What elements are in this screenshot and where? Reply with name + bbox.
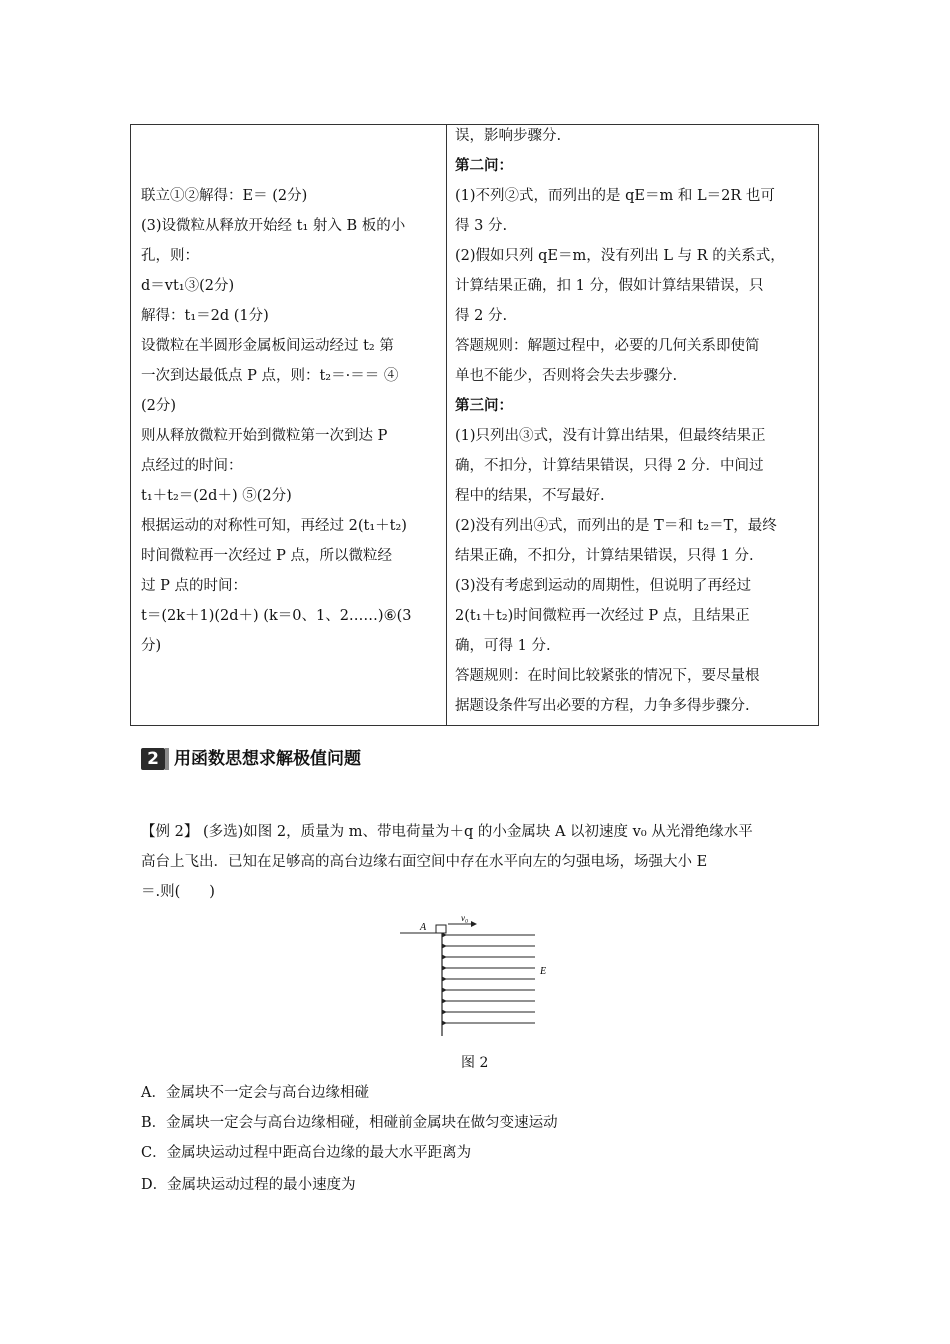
figure-electric-field bbox=[398, 912, 558, 1037]
text-line: 单也不能少，否则将会失去步骤分. bbox=[455, 368, 678, 384]
text-line: 过 P 点的时间： bbox=[141, 578, 247, 594]
text-line: 确，不扣分，计算结果错误，只得 2 分．中间过 bbox=[455, 458, 764, 474]
text-line: (2)没有列出④式，而列出的是 T＝和 t₂＝T，最终 bbox=[455, 518, 777, 534]
example-text-line: ＝.则( ) bbox=[141, 884, 215, 900]
text-line: 设微粒在半圆形金属板间运动经过 t₂ 第 bbox=[141, 338, 394, 354]
text-line: t＝(2k＋1)(2d＋) (k＝0、1、2……)⑥(3 bbox=[141, 608, 412, 624]
text-line: 则从释放微粒开始到微粒第一次到达 P bbox=[141, 428, 388, 444]
example-text-line: 高台上飞出．已知在足够高的高台边缘右面空间中存在水平向左的匀强电场，场强大小 E bbox=[141, 854, 708, 870]
text-line: 解得：t₁＝2d (1分) bbox=[141, 308, 269, 324]
text-line: (1)只列出③式，没有计算出结果，但最终结果正 bbox=[455, 428, 766, 444]
question-heading: 第三问： bbox=[455, 397, 513, 414]
text-line: (2分) bbox=[141, 398, 177, 414]
text-line: d＝vt₁③(2分) bbox=[141, 278, 235, 294]
option-d: D．金属块运动过程的最小速度为 bbox=[141, 1177, 356, 1193]
text-line: 据题设条件写出必要的方程，力争多得步骤分. bbox=[455, 698, 750, 714]
text-line: (3)没有考虑到运动的周期性，但说明了再经过 bbox=[455, 578, 752, 594]
question-heading: 第二问： bbox=[455, 157, 513, 174]
example-text-line: 【例 2】 (多选)如图 2，质量为 m、带电荷量为＋q 的小金属块 A 以初速度 v₀ 从光滑绝缘水平 bbox=[141, 824, 753, 840]
text-line: 时间微粒再一次经过 P 点，所以微粒经 bbox=[141, 548, 392, 564]
label-v0: v₀ bbox=[461, 913, 469, 923]
text-line: 孔，则： bbox=[141, 248, 199, 264]
text-line: t₁＋t₂＝(2d＋) ⑤(2分) bbox=[141, 488, 292, 504]
field-diagram bbox=[398, 912, 558, 1037]
text-line: 点经过的时间： bbox=[141, 458, 243, 474]
column-divider bbox=[446, 125, 447, 725]
text-line: 答题规则：在时间比较紧张的情况下，要尽量根 bbox=[455, 668, 760, 684]
field-lines bbox=[446, 935, 535, 1023]
text-line: 分) bbox=[141, 638, 162, 654]
section-number-badge: 2 bbox=[141, 748, 165, 770]
option-b: B．金属块一定会与高台边缘相碰，相碰前金属块在做匀变速运动 bbox=[141, 1115, 558, 1131]
text-line: 联立①②解得：E＝ (2分) bbox=[141, 188, 308, 204]
option-a: A．金属块不一定会与高台边缘相碰 bbox=[141, 1085, 369, 1101]
solution-table bbox=[130, 124, 819, 726]
text-line: 答题规则：解题过程中，必要的几何关系即使简 bbox=[455, 338, 760, 354]
text-line: (2)假如只列 qE＝m，没有列出 L 与 R 的关系式， bbox=[455, 248, 785, 264]
text-line: (1)不列②式，而列出的是 qE＝m 和 L＝2R 也可 bbox=[455, 188, 775, 204]
text-line: 计算结果正确，扣 1 分，假如计算结果错误，只 bbox=[455, 278, 764, 294]
text-line: 程中的结果，不写最好. bbox=[455, 488, 605, 504]
figure-caption: 图 2 bbox=[461, 1055, 489, 1071]
text-line: 得 3 分. bbox=[455, 218, 508, 234]
text-line: 2(t₁＋t₂)时间微粒再一次经过 P 点，且结果正 bbox=[455, 608, 750, 624]
label-A: A bbox=[420, 922, 427, 933]
text-line: 确，可得 1 分. bbox=[455, 638, 551, 654]
text-line: 结果正确，不扣分，计算结果错误，只得 1 分. bbox=[455, 548, 754, 564]
text-line: 得 2 分. bbox=[455, 308, 508, 324]
metal-block-A bbox=[436, 925, 446, 933]
label-E: E bbox=[540, 966, 547, 977]
text-line: 一次到达最低点 P 点，则：t₂＝·＝＝ ④ bbox=[141, 368, 399, 384]
text-line: 根据运动的对称性可知，再经过 2(t₁＋t₂) bbox=[141, 518, 407, 534]
text-line: 误，影响步骤分. bbox=[455, 128, 562, 144]
section-title: 用函数思想求解极值问题 bbox=[174, 749, 361, 769]
text-line: (3)设微粒从释放开始经 t₁ 射入 B 板的小 bbox=[141, 218, 406, 234]
option-c: C．金属块运动过程中距高台边缘的最大水平距离为 bbox=[141, 1145, 472, 1161]
